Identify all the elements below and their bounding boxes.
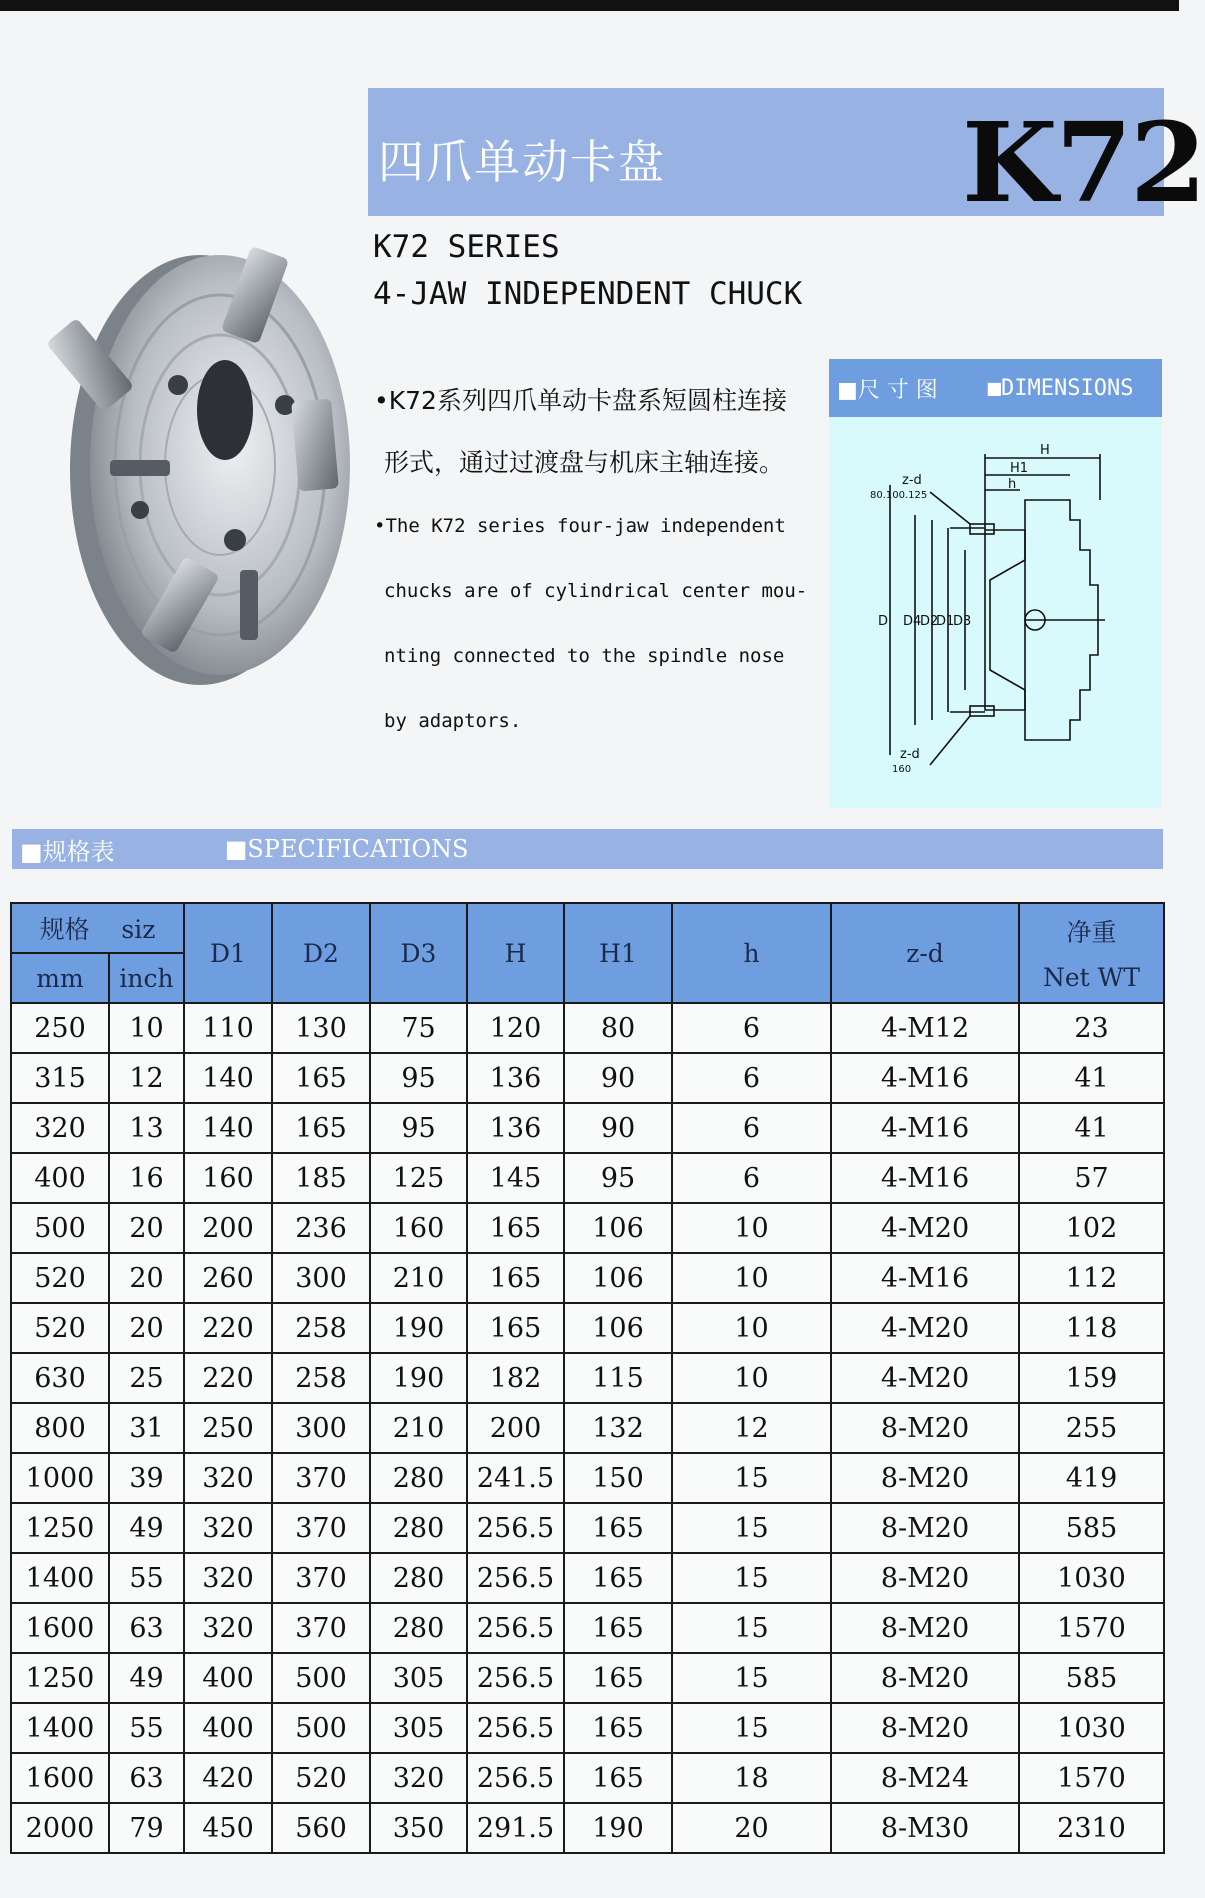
cell-h1: 106 <box>564 1203 672 1253</box>
cell-mm: 1600 <box>11 1603 109 1653</box>
cell-h-small: 6 <box>672 1153 831 1203</box>
cell-d2: 560 <box>272 1803 370 1853</box>
table-row <box>11 1703 1164 1753</box>
cell-d3: 280 <box>370 1603 467 1653</box>
cell-zd: 8-M20 <box>831 1503 1019 1553</box>
description <box>374 370 834 754</box>
cell-d3: 75 <box>370 1003 467 1053</box>
cell-h1: 165 <box>564 1503 672 1553</box>
cell-net-wt: 23 <box>1019 1003 1164 1053</box>
series-line-1: K72 SERIES <box>373 229 560 265</box>
cell-net-wt: 159 <box>1019 1353 1164 1403</box>
cell-d1: 400 <box>184 1703 272 1753</box>
cell-mm: 320 <box>11 1103 109 1153</box>
col-net-wt <box>1019 903 1164 1003</box>
cell-mm: 1400 <box>11 1553 109 1603</box>
cell-zd: 8-M20 <box>831 1603 1019 1653</box>
cell-net-wt: 1570 <box>1019 1753 1164 1803</box>
cell-d2: 500 <box>272 1653 370 1703</box>
cell-h1: 106 <box>564 1253 672 1303</box>
table-row <box>11 1253 1164 1303</box>
cell-h1: 95 <box>564 1153 672 1203</box>
cell-inch: 63 <box>109 1753 184 1803</box>
cell-d1: 110 <box>184 1003 272 1053</box>
cell-d1: 320 <box>184 1453 272 1503</box>
cell-net-wt: 255 <box>1019 1403 1164 1453</box>
cell-h1: 165 <box>564 1553 672 1603</box>
cell-h-big: 241.5 <box>467 1453 564 1503</box>
cell-d3: 95 <box>370 1053 467 1103</box>
net-wt-en: Net WT <box>1042 963 1141 992</box>
cell-d1: 140 <box>184 1103 272 1153</box>
cell-net-wt: 419 <box>1019 1453 1164 1503</box>
col-H1: H1 <box>564 903 672 1003</box>
dimensions-label-en: ■DIMENSIONS <box>987 375 1134 401</box>
dim-D: D <box>878 614 889 629</box>
table-row <box>11 1653 1164 1703</box>
dim-D3: D3 <box>953 614 972 629</box>
dim-H1: H1 <box>1010 461 1029 476</box>
cell-h-small: 6 <box>672 1103 831 1153</box>
cell-h-big: 200 <box>467 1403 564 1453</box>
table-row <box>11 1103 1164 1153</box>
dim-D2: D2 <box>920 614 939 629</box>
cell-inch: 20 <box>109 1203 184 1253</box>
specifications-table-body <box>11 1003 1164 1853</box>
cell-h1: 132 <box>564 1403 672 1453</box>
col-h: h <box>672 903 831 1003</box>
cell-mm: 520 <box>11 1253 109 1303</box>
cell-zd: 4-M20 <box>831 1353 1019 1403</box>
cell-d2: 258 <box>272 1353 370 1403</box>
dimensions-label-cn: ■尺 寸 图 <box>837 377 938 403</box>
cell-mm: 400 <box>11 1153 109 1203</box>
specifications-header <box>12 829 1163 869</box>
cell-h-big: 136 <box>467 1103 564 1153</box>
cell-mm: 2000 <box>11 1803 109 1853</box>
cell-mm: 1000 <box>11 1453 109 1503</box>
cell-d3: 95 <box>370 1103 467 1153</box>
cell-h-big: 256.5 <box>467 1653 564 1703</box>
cell-h-small: 6 <box>672 1053 831 1103</box>
dimensions-header <box>829 359 1162 417</box>
cell-inch: 10 <box>109 1003 184 1053</box>
col-D1: D1 <box>184 903 272 1003</box>
cell-d2: 300 <box>272 1403 370 1453</box>
cell-d1: 250 <box>184 1403 272 1453</box>
cell-h-big: 182 <box>467 1353 564 1403</box>
cell-d3: 125 <box>370 1153 467 1203</box>
col-D2: D2 <box>272 903 370 1003</box>
cell-h-big: 165 <box>467 1253 564 1303</box>
table-row <box>11 1603 1164 1653</box>
cell-inch: 25 <box>109 1353 184 1403</box>
cell-mm: 250 <box>11 1003 109 1053</box>
cell-mm: 800 <box>11 1403 109 1453</box>
cell-mm: 1250 <box>11 1503 109 1553</box>
desc-en-line-3: nting connected to the spindle nose <box>384 645 785 667</box>
cell-h-big: 136 <box>467 1053 564 1103</box>
cell-net-wt: 1030 <box>1019 1703 1164 1753</box>
cell-h-big: 145 <box>467 1153 564 1203</box>
cell-zd: 4-M16 <box>831 1053 1019 1103</box>
cell-d2: 130 <box>272 1003 370 1053</box>
cell-d3: 305 <box>370 1653 467 1703</box>
table-row <box>11 1303 1164 1353</box>
cell-h1: 165 <box>564 1653 672 1703</box>
cell-h-small: 6 <box>672 1003 831 1053</box>
desc-en-line-1: •The K72 series four-jaw independent <box>374 515 786 537</box>
cell-inch: 39 <box>109 1453 184 1503</box>
cell-net-wt: 102 <box>1019 1203 1164 1253</box>
cell-d3: 320 <box>370 1753 467 1803</box>
cell-h-big: 291.5 <box>467 1803 564 1853</box>
model-number: K72 <box>962 98 1205 227</box>
table-row <box>11 1503 1164 1553</box>
cell-d3: 160 <box>370 1203 467 1253</box>
cell-d2: 370 <box>272 1453 370 1503</box>
cell-d2: 236 <box>272 1203 370 1253</box>
cell-h1: 150 <box>564 1453 672 1503</box>
dim-D1: D1 <box>936 614 955 629</box>
cell-d1: 320 <box>184 1603 272 1653</box>
cell-zd: 8-M24 <box>831 1753 1019 1803</box>
cell-net-wt: 1030 <box>1019 1553 1164 1603</box>
cell-d1: 140 <box>184 1053 272 1103</box>
cell-mm: 500 <box>11 1203 109 1253</box>
table-row <box>11 1803 1164 1853</box>
cell-h-small: 15 <box>672 1653 831 1703</box>
table-row <box>11 1453 1164 1503</box>
col-mm: mm <box>11 953 109 1003</box>
cell-d2: 165 <box>272 1053 370 1103</box>
cell-mm: 1400 <box>11 1703 109 1753</box>
cell-d2: 370 <box>272 1553 370 1603</box>
cell-inch: 20 <box>109 1303 184 1353</box>
cell-zd: 4-M16 <box>831 1153 1019 1203</box>
size-header <box>11 903 184 953</box>
table-row <box>11 1003 1164 1053</box>
cell-d3: 280 <box>370 1503 467 1553</box>
cell-inch: 31 <box>109 1403 184 1453</box>
cell-d2: 520 <box>272 1753 370 1803</box>
cell-mm: 630 <box>11 1353 109 1403</box>
cell-zd: 4-M16 <box>831 1103 1019 1153</box>
desc-cn-line-2: 形式，通过过渡盘与机床主轴连接。 <box>384 448 785 477</box>
cell-zd: 4-M12 <box>831 1003 1019 1053</box>
table-row <box>11 1753 1164 1803</box>
desc-en-line-2: chucks are of cylindrical center mou- <box>384 580 808 602</box>
cell-net-wt: 2310 <box>1019 1803 1164 1853</box>
dim-h: h <box>1008 477 1017 492</box>
cell-h1: 165 <box>564 1603 672 1653</box>
cell-net-wt: 585 <box>1019 1503 1164 1553</box>
size-header-cn: 规格 <box>39 915 90 944</box>
cell-inch: 55 <box>109 1553 184 1603</box>
series-line-2: 4-JAW INDEPENDENT CHUCK <box>373 276 803 312</box>
cell-inch: 63 <box>109 1603 184 1653</box>
cell-inch: 20 <box>109 1253 184 1303</box>
cell-d3: 210 <box>370 1403 467 1453</box>
cell-mm: 1250 <box>11 1653 109 1703</box>
cell-h1: 90 <box>564 1053 672 1103</box>
cell-inch: 49 <box>109 1653 184 1703</box>
cell-inch: 16 <box>109 1153 184 1203</box>
cell-mm: 1600 <box>11 1753 109 1803</box>
cell-d1: 400 <box>184 1653 272 1703</box>
cell-d1: 320 <box>184 1503 272 1553</box>
cell-h-small: 18 <box>672 1753 831 1803</box>
cell-d1: 220 <box>184 1303 272 1353</box>
cell-d3: 210 <box>370 1253 467 1303</box>
cell-d3: 190 <box>370 1353 467 1403</box>
table-row <box>11 1203 1164 1253</box>
cell-h-big: 256.5 <box>467 1503 564 1553</box>
net-wt-cn: 净重 <box>1066 918 1117 947</box>
cell-h-big: 165 <box>467 1303 564 1353</box>
cell-net-wt: 118 <box>1019 1303 1164 1353</box>
cell-d3: 280 <box>370 1453 467 1503</box>
series-title <box>373 224 802 318</box>
cell-h-big: 165 <box>467 1203 564 1253</box>
cell-h1: 80 <box>564 1003 672 1053</box>
cell-d1: 420 <box>184 1753 272 1803</box>
specifications-table <box>10 902 1165 1854</box>
col-inch: inch <box>109 953 184 1003</box>
table-row <box>11 1353 1164 1403</box>
cell-h1: 165 <box>564 1703 672 1753</box>
cell-d1: 450 <box>184 1803 272 1853</box>
cell-d1: 260 <box>184 1253 272 1303</box>
cell-mm: 520 <box>11 1303 109 1353</box>
cell-net-wt: 112 <box>1019 1253 1164 1303</box>
dimension-drawing <box>870 440 1110 780</box>
cell-net-wt: 41 <box>1019 1103 1164 1153</box>
table-row <box>11 1403 1164 1453</box>
cell-h-big: 256.5 <box>467 1753 564 1803</box>
cell-d1: 220 <box>184 1353 272 1403</box>
cell-h-big: 120 <box>467 1003 564 1053</box>
table-row <box>11 1553 1164 1603</box>
col-D3: D3 <box>370 903 467 1003</box>
dim-zd-top-note: 80.100.125 <box>870 490 928 501</box>
size-header-en: siz <box>121 915 156 944</box>
col-H: H <box>467 903 564 1003</box>
cell-d3: 280 <box>370 1553 467 1603</box>
cell-zd: 8-M20 <box>831 1703 1019 1753</box>
dim-zd-bottom: z-d <box>900 747 920 762</box>
cell-h-small: 15 <box>672 1603 831 1653</box>
dim-zd-bottom-note: 160 <box>892 764 912 775</box>
cell-inch: 49 <box>109 1503 184 1553</box>
cell-h-small: 10 <box>672 1353 831 1403</box>
table-row <box>11 1053 1164 1103</box>
cell-zd: 4-M16 <box>831 1253 1019 1303</box>
cell-zd: 8-M30 <box>831 1803 1019 1853</box>
cell-net-wt: 41 <box>1019 1053 1164 1103</box>
cell-h-small: 10 <box>672 1303 831 1353</box>
cell-mm: 315 <box>11 1053 109 1103</box>
cell-d1: 320 <box>184 1553 272 1603</box>
cell-zd: 4-M20 <box>831 1303 1019 1353</box>
cell-h-small: 15 <box>672 1503 831 1553</box>
cell-h1: 90 <box>564 1103 672 1153</box>
cell-h-small: 15 <box>672 1553 831 1603</box>
cell-d1: 200 <box>184 1203 272 1253</box>
cell-h-big: 256.5 <box>467 1703 564 1753</box>
desc-en-line-4: by adaptors. <box>384 710 522 732</box>
cell-d3: 305 <box>370 1703 467 1753</box>
cell-zd: 4-M20 <box>831 1203 1019 1253</box>
cell-h-small: 10 <box>672 1203 831 1253</box>
cell-net-wt: 585 <box>1019 1653 1164 1703</box>
cell-inch: 13 <box>109 1103 184 1153</box>
col-zd: z-d <box>831 903 1019 1003</box>
cell-h-small: 15 <box>672 1453 831 1503</box>
cell-zd: 8-M20 <box>831 1453 1019 1503</box>
cell-d2: 300 <box>272 1253 370 1303</box>
cell-d2: 185 <box>272 1153 370 1203</box>
cell-h1: 190 <box>564 1803 672 1853</box>
cell-net-wt: 57 <box>1019 1153 1164 1203</box>
cell-h-big: 256.5 <box>467 1603 564 1653</box>
cell-d2: 258 <box>272 1303 370 1353</box>
cell-d1: 160 <box>184 1153 272 1203</box>
cell-zd: 8-M20 <box>831 1403 1019 1453</box>
specifications-label-cn: ■规格表 <box>20 837 115 866</box>
cell-d2: 370 <box>272 1603 370 1653</box>
product-title: 四爪单动卡盘 <box>378 135 666 189</box>
cell-inch: 79 <box>109 1803 184 1853</box>
top-bar <box>0 0 1179 11</box>
cell-h-small: 20 <box>672 1803 831 1853</box>
cell-h1: 165 <box>564 1753 672 1803</box>
cell-h-small: 15 <box>672 1703 831 1753</box>
cell-d2: 165 <box>272 1103 370 1153</box>
cell-zd: 8-M20 <box>831 1553 1019 1603</box>
dim-D4: D4 <box>903 614 922 629</box>
chuck-photo <box>40 230 370 700</box>
cell-zd: 8-M20 <box>831 1653 1019 1703</box>
cell-d3: 190 <box>370 1303 467 1353</box>
desc-cn-line-1: •K72系列四爪单动卡盘系短圆柱连接 <box>374 386 787 415</box>
cell-inch: 55 <box>109 1703 184 1753</box>
table-row <box>11 1153 1164 1203</box>
specifications-label-en: ■SPECIFICATIONS <box>224 835 469 863</box>
dim-H: H <box>1040 443 1050 458</box>
cell-h-small: 10 <box>672 1253 831 1303</box>
cell-net-wt: 1570 <box>1019 1603 1164 1653</box>
cell-h-big: 256.5 <box>467 1553 564 1603</box>
cell-h1: 115 <box>564 1353 672 1403</box>
cell-d2: 370 <box>272 1503 370 1553</box>
cell-inch: 12 <box>109 1053 184 1103</box>
cell-d3: 350 <box>370 1803 467 1853</box>
cell-h-small: 12 <box>672 1403 831 1453</box>
cell-d2: 500 <box>272 1703 370 1753</box>
dim-zd-top: z-d <box>902 473 922 488</box>
cell-h1: 106 <box>564 1303 672 1353</box>
